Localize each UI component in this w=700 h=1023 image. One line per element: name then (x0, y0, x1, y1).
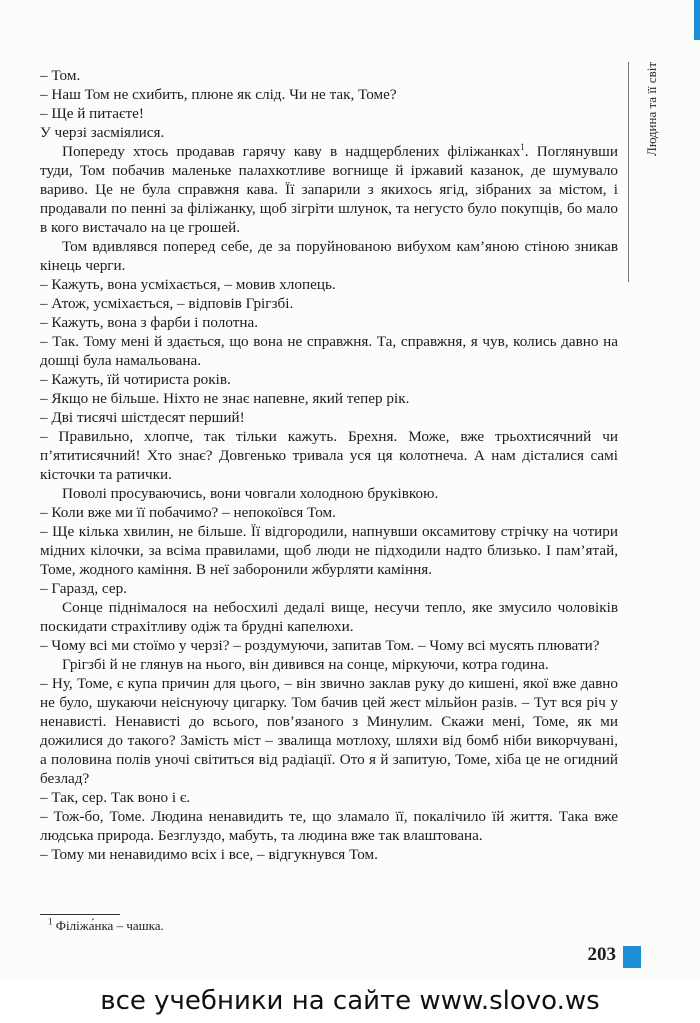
paragraph (40, 313, 618, 332)
page-number-tab (623, 946, 641, 968)
paragraph-text: – Чому всі ми стоїмо у черзі? – роздумуючи, запитав Том. – Чому всі мусять плювати? (40, 637, 600, 654)
section-label-text: Людина та її світ (644, 62, 659, 156)
footnote-reference: 1 (520, 141, 525, 152)
paragraph-text: – Дві тисячі шістдесят перший! (40, 409, 245, 426)
paragraph (40, 332, 618, 370)
paragraph-text: – Кажуть, вона з фарби і полотна. (40, 314, 259, 331)
paragraph-text: – Правильно, хлопче, так тільки кажуть. Брехня. Може, вже трьохтисячний чи п’ятитисячний! Хто знає? Довгенько тривала уся ця колотнеча. А нам дісталися самі кісточки та ратички. (40, 428, 618, 483)
page-number: 203 (587, 944, 616, 965)
paragraph (40, 807, 618, 845)
paragraph (40, 522, 618, 579)
paragraph (40, 123, 618, 142)
paragraph-text: – Наш Том не схибить, плюне як слід. Чи не так, Томе? (40, 86, 397, 103)
paragraph (40, 85, 618, 104)
paragraph-text: Сонце піднімалося на небосхилі дедалі вище, несучи тепло, яке змусило чоловіків поскидати страхітливу одіж та брудні капелюхи. (40, 599, 618, 635)
paragraph (40, 370, 618, 389)
paragraph-text: – Гаразд, сер. (40, 580, 127, 597)
paragraph-text: – Ну, Томе, є купа причин для цього, – він звично заклав руку до кишені, якої вже давно не було, шукаючи неіснуючу цигарку. Том бачив цей жест мільйон разів. – Тут вся річ у ненависті. Ненависті до всього, пов’язаного з Минулим. Скажи мені, Томе, як ми дожилися до такого? Замість міст – звалища мотлоху, шляхи від бомб ніби викорчувані, а половина полів уночі світиться від радіації. Ото я й запитую, Томе, хіба це не огидний безлад? (40, 675, 618, 787)
website-banner: все учебники на сайте www.slovo.ws (0, 980, 700, 1023)
paragraph (40, 579, 618, 598)
page-edge-tab (694, 0, 700, 40)
paragraph (40, 503, 618, 522)
paragraph (40, 389, 618, 408)
paragraph (40, 142, 618, 237)
paragraph (40, 598, 618, 636)
paragraph-text: – Тож-бо, Томе. Людина ненавидить те, що зламало її, покалічило їй життя. Така вже людська природа. Безглуздо, мабуть, та людина вже так влаштована. (40, 808, 618, 844)
paragraph-text: – Коли вже ми її побачимо? – непокоївся Том. (40, 504, 336, 521)
paragraph (40, 104, 618, 123)
paragraph (40, 674, 618, 788)
paragraph-text: – Якщо не більше. Ніхто не знає напевне, який тепер рік. (40, 390, 410, 407)
paragraph-text: – Ще кілька хвилин, не більше. Її відгородили, напнувши оксамитову стрічку на чотири мідних кілочки, за всіма правилами, щоб люди не підходили надто близько. І пам’ятай, Томе, жодного каміння. В неї заборонили жбурляти каміння. (40, 523, 618, 578)
footnote-text: Філіжа́нка – чашка. (52, 918, 164, 933)
paragraph-text: Том вдивлявся поперед себе, де за поруйнованою вибухом кам’яною стіною зникав кінець черги. (40, 238, 618, 274)
footnote-marker: 1 (48, 916, 53, 927)
paragraph (40, 655, 618, 674)
paragraph-text: Попереду хтось продавав гарячу каву в надщерблених філіжанках (62, 143, 521, 160)
paragraph-text: – Кажуть, їй чотириста років. (40, 371, 231, 388)
paragraph (40, 636, 618, 655)
paragraph (40, 408, 618, 427)
paragraph (40, 275, 618, 294)
paragraph (40, 237, 618, 275)
paragraph-text: У черзі засміялися. (40, 124, 165, 141)
paragraph-text: – Том. (40, 67, 81, 84)
paragraph-text: Поволі просуваючись, вони човгали холодною бруківкою. (62, 485, 439, 502)
paragraph-text: – Так. Тому мені й здається, що вона не справжня. Та, справжня, я чув, колись давно на дошці була намальована. (40, 333, 618, 369)
paragraph (40, 484, 618, 503)
paragraph-text: – Ще й питаєте! (40, 105, 144, 122)
paragraph (40, 788, 618, 807)
paragraph-text: – Кажуть, вона усміхається, – мовив хлопець. (40, 276, 336, 293)
paragraph-text: – Тому ми ненавидимо всіх і все, – відгукнувся Том. (40, 846, 378, 863)
paragraph-text: – Так, сер. Так воно і є. (40, 789, 191, 806)
footnote-divider (40, 914, 120, 915)
body-text (40, 66, 618, 864)
paragraph-text: Грігзбі й не глянув на нього, він дивився на сонце, міркуючи, котра година. (62, 656, 549, 673)
paragraph-text: – Атож, усміхається, – відповів Грігзбі. (40, 295, 294, 312)
paragraph-text-continued: . Поглянувши туди, Том побачив маленьке палахкотливе вогнище й іржавий казанок, де шумувало вариво. Це не була справжня кава. Її запарили з якихось ягід, зібраних за містом, і продавали по пенні за філіжанку, щоб зігріти шлунок, та негусто було покупців, бо мало в кого вистачало на це грошей. (40, 143, 618, 236)
paragraph (40, 845, 618, 864)
paragraph (40, 427, 618, 484)
paragraph (40, 294, 618, 313)
sidebar-divider (628, 62, 629, 282)
paragraph (40, 66, 618, 85)
footnote (48, 918, 448, 934)
section-label (632, 62, 672, 282)
